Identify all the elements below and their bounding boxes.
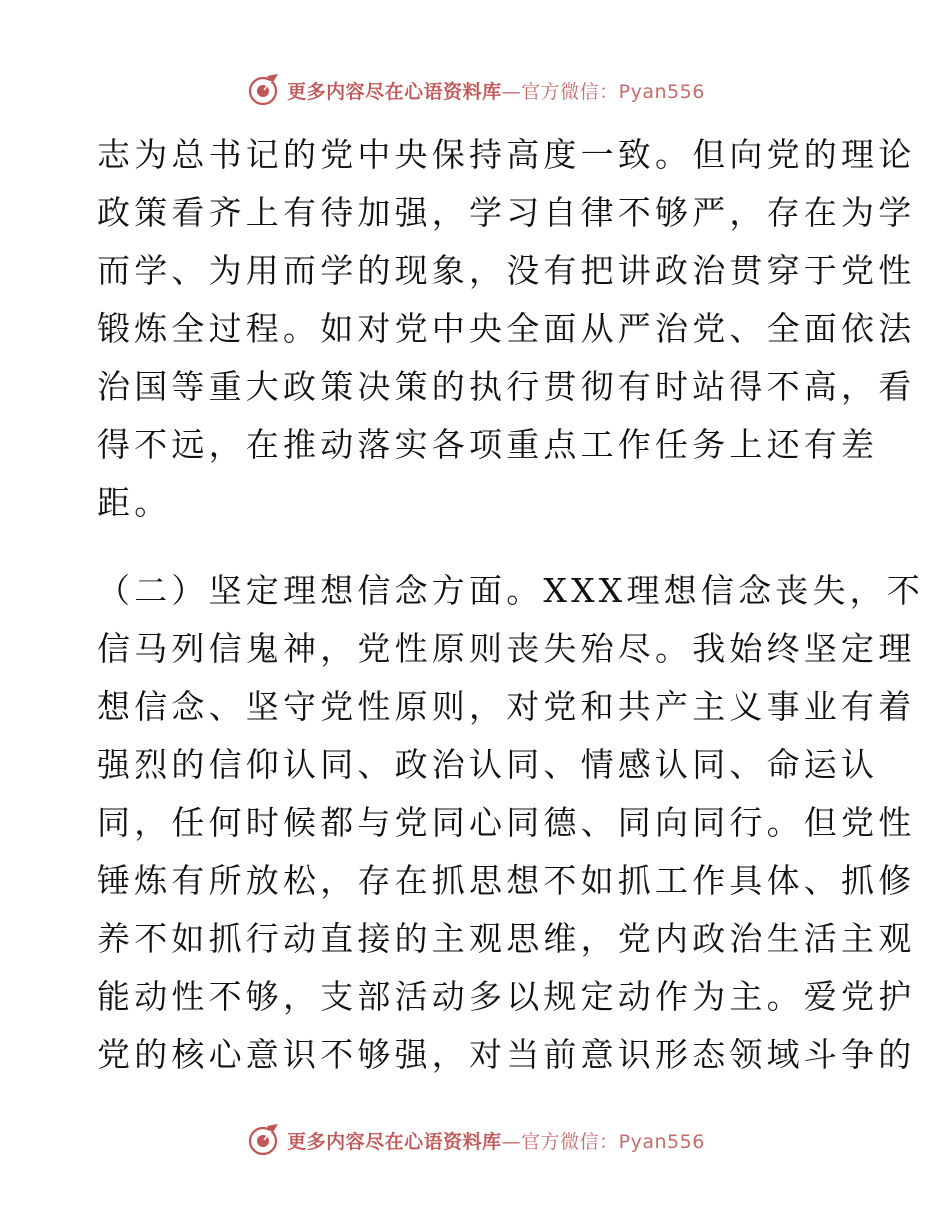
footer-watermark-text: 更多内容尽在心语资料库—官方微信：Pyan556: [287, 1130, 705, 1153]
text-line: 党的核心意识不够强，对当前意识形态领域斗争的: [97, 1035, 916, 1074]
text-line: 志为总书记的党中央保持高度一致。但向党的理论: [97, 135, 916, 174]
text-line: 养不如抓行动直接的主观思维，党内政治生活主观: [97, 919, 916, 958]
text-line: 而学、为用而学的现象，没有把讲政治贯穿于党性: [97, 251, 916, 290]
text-line: 治国等重大政策决策的执行贯彻有时站得不高，看: [97, 367, 916, 406]
paragraph-gap: [97, 532, 857, 562]
text-line: 锻炼全过程。如对党中央全面从严治党、全面依法: [97, 309, 916, 348]
quill-logo-icon: [245, 72, 281, 108]
footer-watermark: [0, 1120, 950, 1160]
text-line: 信马列信鬼神，党性原则丧失殆尽。我始终坚定理: [97, 629, 916, 668]
text-line: 政策看齐上有待加强，学习自律不够严，存在为学: [97, 193, 916, 232]
text-line: 能动性不够，支部活动多以规定动作为主。爱党护: [97, 977, 916, 1016]
text-line: 锤炼有所放松，存在抓思想不如抓工作具体、抓修: [97, 861, 916, 900]
text-line: 距。: [97, 483, 172, 522]
text-line: 同，任何时候都与党同心同德、同向同行。但党性: [97, 803, 916, 842]
header-watermark: [0, 70, 950, 110]
quill-logo-icon: [245, 1122, 281, 1158]
document-body: [97, 126, 925, 1084]
text-line: 得不远，在推动落实各项重点工作任务上还有差: [97, 425, 879, 464]
header-watermark-text: 更多内容尽在心语资料库—官方微信：Pyan556: [287, 80, 705, 103]
text-line: 想信念、坚守党性原则，对党和共产主义事业有着: [97, 687, 916, 726]
section-heading-line: （二）坚定理想信念方面。XXX理想信念丧失，不: [97, 571, 925, 610]
text-line: 强烈的信仰认同、政治认同、情感认同、命运认: [97, 745, 879, 784]
